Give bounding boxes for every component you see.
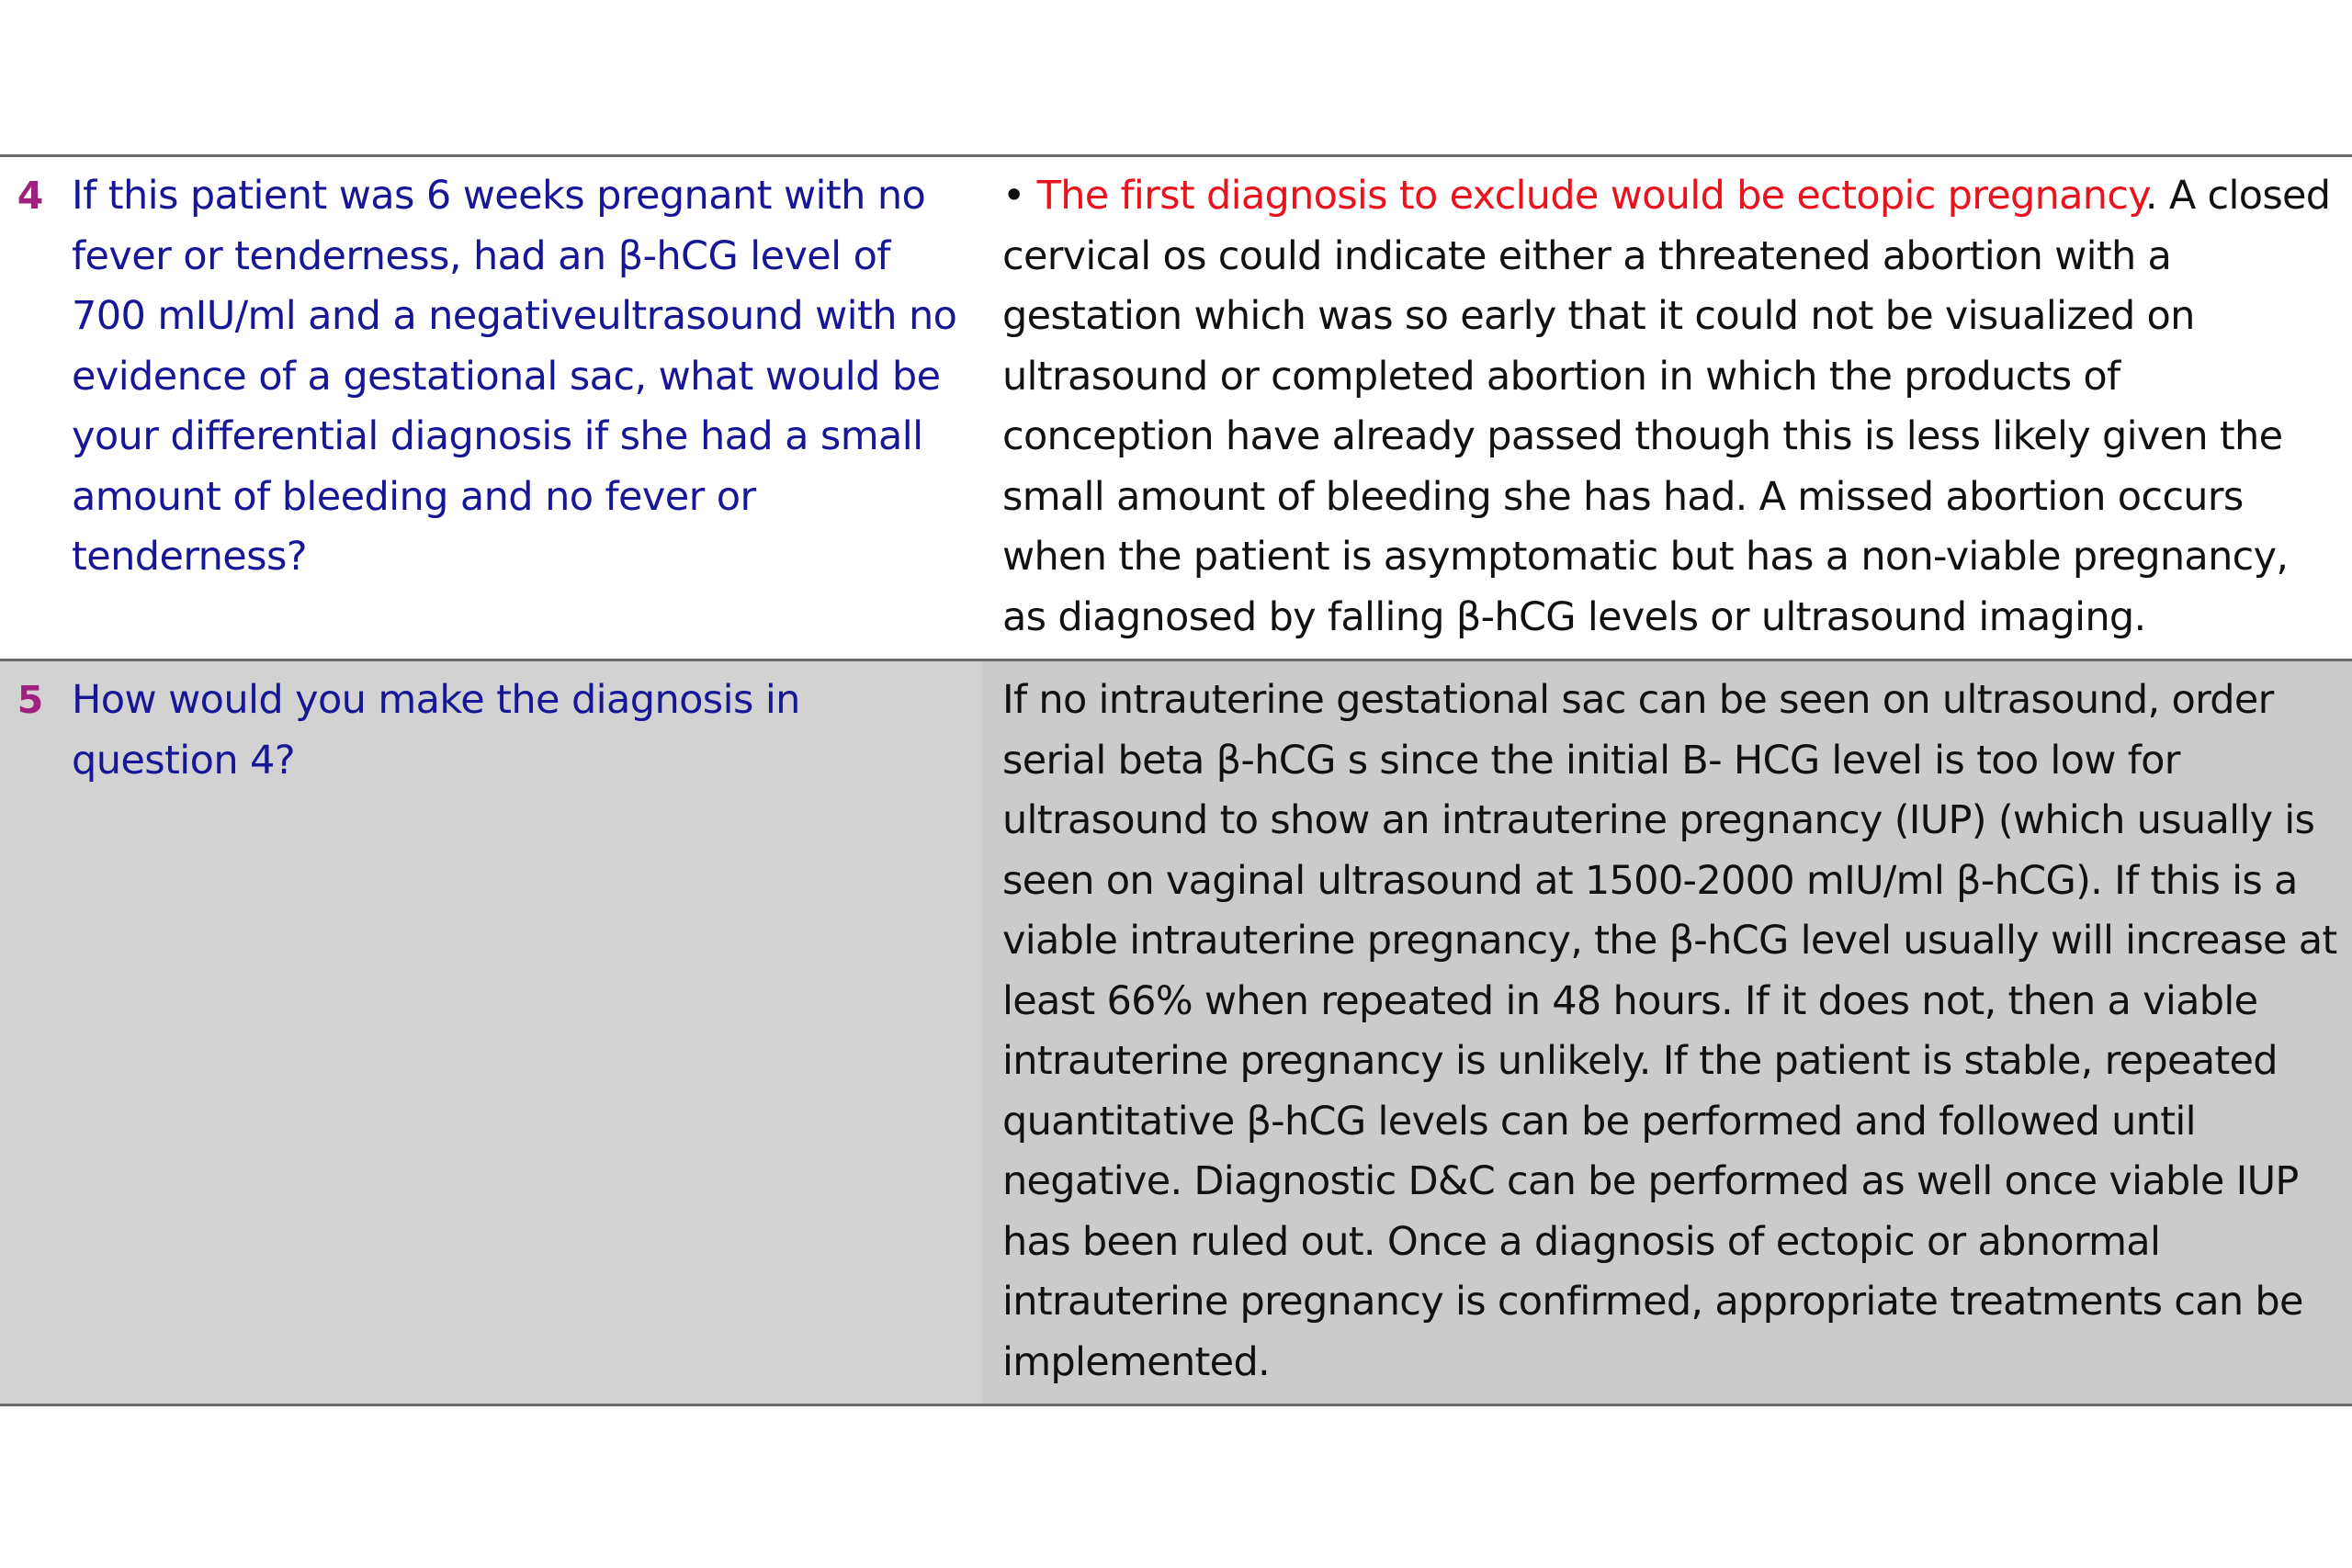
answer-body: . A closed cervical os could indicate either a threatened abortion with a gestation which was so early that it could not be visualized on ultrasound or completed abortion in which the products of conception have already passed though this is less likely given the small amount of bleeding she has had. A missed abortion occurs when the patient is asymptomatic but has a non-viable pregnancy, as diagnosed by falling β-hCG levels or ultrasound imaging. <box>1002 173 2331 640</box>
qa-table <box>0 154 2352 1406</box>
row-number-cell <box>0 660 57 1405</box>
question-line: amount of bleeding and no fever or tenderness? <box>72 473 756 580</box>
question-text <box>57 157 982 599</box>
question-text: How would you make the diagnosis in question 4? <box>72 677 800 784</box>
table-row <box>0 156 2352 660</box>
question-line: If this patient was 6 weeks pregnant with no fever or tenderness, had an β-hCG level of 700 mIU/ml and a negativeultrasound with no evidence of a gestational sac, what would be your differential diagnosis if she had a small <box>72 173 957 459</box>
row-number: 5 <box>17 678 44 722</box>
row-number-cell <box>0 156 57 660</box>
bullet-icon: • <box>1002 173 1025 219</box>
answer-cell <box>982 660 2352 1405</box>
question-cell <box>57 156 982 660</box>
answer-text: If no intrauterine gestational sac can be seen on ultrasound, order serial beta β-hCG s since the initial B- HCG level is too low for ultrasound to show an intrauterine pregnancy (IUP) (which usually is seen on vaginal ultrasound at 1500-2000 mIU/ml β-hCG). If this is a viable intrauterine pregnancy, the β-hCG level usually will increase at least 66% when repeated in 48 hours. If it does not, then a viable intrauterine pregnancy is unlikely. If the patient is stable, repeated quantitative β-hCG levels can be performed and followed until negative. Diagnostic D&C can be performed as well once viable IUP has been ruled out. Once a diagnosis of ectopic or abnormal intrauterine pregnancy is confirmed, appropriate treatments can be implemented. <box>1002 677 2337 1385</box>
question-cell <box>57 660 982 1405</box>
answer-text <box>982 157 2352 659</box>
answer-highlight: The first diagnosis to exclude would be ectopic pregnancy <box>1036 173 2145 219</box>
answer-cell <box>982 156 2352 660</box>
row-number: 4 <box>17 174 44 218</box>
table-row <box>0 660 2352 1405</box>
